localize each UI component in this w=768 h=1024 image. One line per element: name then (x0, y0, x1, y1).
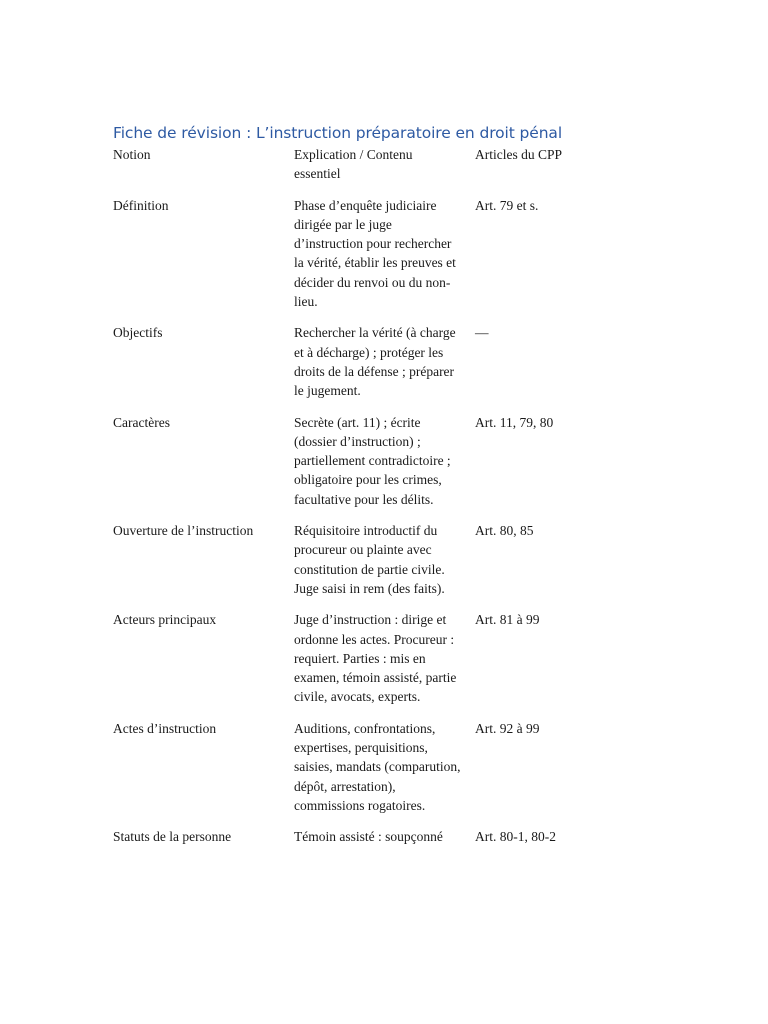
cell-articles: Art. 80, 85 (475, 523, 534, 539)
table-header-row (106, 145, 586, 196)
table-row (106, 610, 586, 718)
cell-notion: Actes d’instruction (113, 720, 217, 736)
cell-articles: Art. 11, 79, 80 (475, 414, 554, 430)
cell-articles: — (475, 325, 489, 341)
cell-articles: Art. 80-1, 80-2 (475, 829, 556, 845)
table-row (106, 521, 586, 610)
cell-notion: Définition (113, 197, 169, 213)
header-articles: Articles du CPP (475, 147, 563, 162)
cell-explication: Secrète (art. 11) ; écrite (dossier d’instruction) ; partiellement contradictoire ; obligatoire pour les crimes, facultative pour les délits. (294, 414, 451, 507)
table-row (106, 719, 586, 827)
table-row (106, 323, 586, 412)
document-title: Fiche de révision : L’instruction préparatoire en droit pénal (113, 124, 563, 142)
cell-explication: Rechercher la vérité (à charge et à décharge) ; protéger les droits de la défense ; préparer le jugement. (294, 325, 456, 399)
table-row (106, 196, 586, 324)
cell-notion: Acteurs principaux (113, 612, 217, 628)
table-row (106, 413, 586, 521)
cell-articles: Art. 81 à 99 (475, 612, 540, 628)
cell-articles: Art. 92 à 99 (475, 720, 540, 736)
header-notion: Notion (113, 147, 151, 162)
cell-notion: Ouverture de l’instruction (113, 523, 254, 539)
header-explication: Explication / Contenu essentiel (294, 147, 413, 182)
revision-table (106, 145, 586, 859)
cell-explication: Témoin assisté : soupçonné (294, 829, 443, 845)
cell-articles: Art. 79 et s. (475, 197, 539, 213)
cell-explication: Auditions, confrontations, expertises, perquisitions, saisies, mandats (comparution, dépôt, arrestation), commissions rogatoires. (294, 720, 461, 813)
cell-explication: Réquisitoire introductif du procureur ou plainte avec constitution de partie civile. Juge saisi in rem (des faits). (294, 523, 445, 596)
cell-notion: Caractères (113, 414, 170, 430)
cell-explication: Juge d’instruction : dirige et ordonne les actes. Procureur : requiert. Parties : mis en examen, témoin assisté, partie civile, avocats, experts. (294, 612, 457, 705)
table-row (106, 827, 586, 858)
cell-notion: Objectifs (113, 325, 163, 341)
cell-notion: Statuts de la personne (113, 829, 232, 845)
cell-explication: Phase d’enquête judiciaire dirigée par le juge d’instruction pour rechercher la vérité, établir les preuves et décider du renvoi ou du non-lieu. (294, 197, 456, 310)
